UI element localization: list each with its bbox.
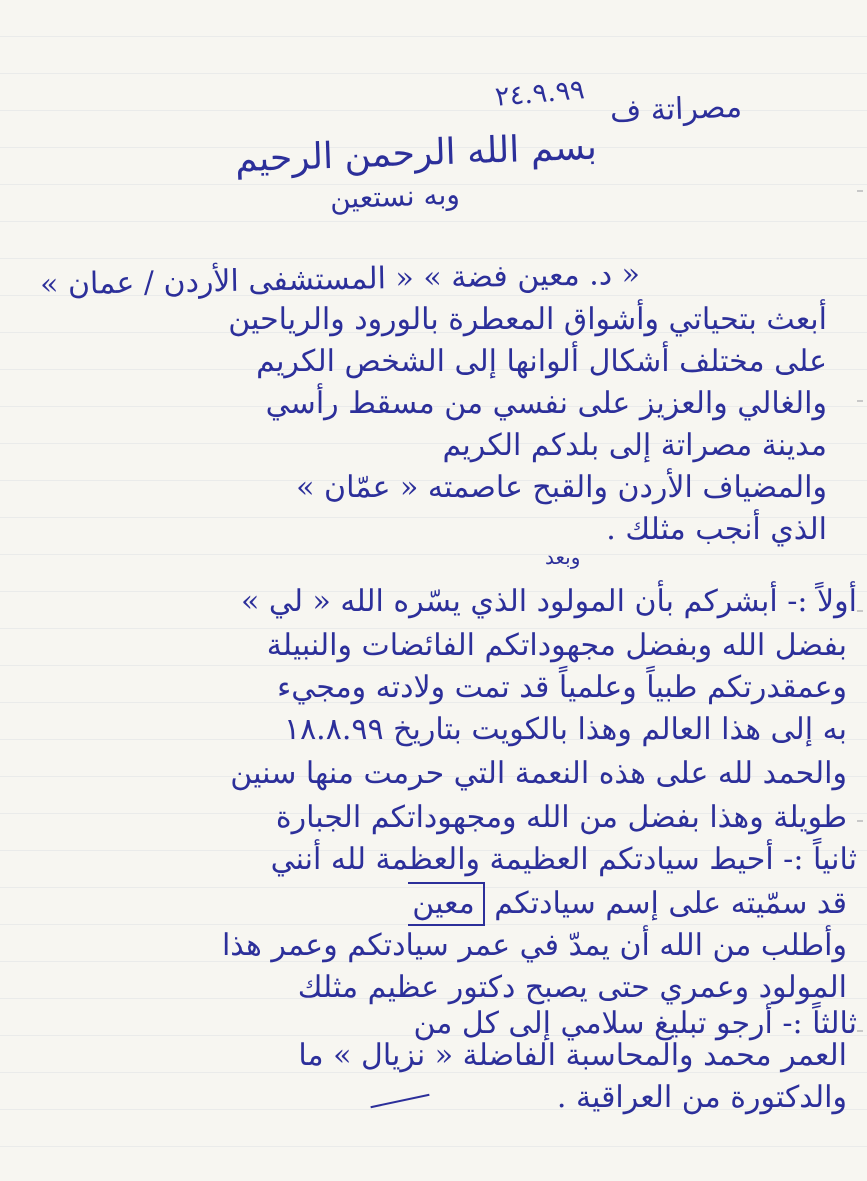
second-point-line: ثانياً :- أحيط سيادتكم العظيمة والعظمة لله أنني [270,842,857,877]
first-point-line: أولاً :- أبشركم بأن المولود الذي يسّره الله « لي » [240,584,857,619]
first-point-line: والحمد لله على هذه النعمة التي حرمت منها سنين [230,756,847,791]
margin-tick [857,400,863,402]
letter-date: ٢٤.٩.٩٩ [493,74,586,113]
greeting-line: على مختلف أشكال ألوانها إلى الشخص الكريم [256,344,827,379]
wabaad: وبعد [545,545,581,569]
first-point-line: به إلى هذا العالم وهذا بالكويت بتاريخ ١٨.٨.٩٩ [283,712,847,747]
third-point-line: والدكتورة من العراقية . [556,1080,847,1115]
third-point-line: ثالثاً :- أرجو تبليغ سلامي إلى كل من [413,1006,857,1041]
ink-stroke [370,1094,429,1108]
third-point-line: العمر محمد والمحاسبة الفاضلة « نزيال » ما [298,1038,847,1073]
margin-tick [857,610,863,612]
greeting-line: أبعث بتحياتي وأشواق المعطرة بالورود والرياحين [228,302,827,337]
second-point-text: قد سمّيته على إسم سيادتكم [494,886,847,921]
margin-tick [857,190,863,192]
margin-tick [857,820,863,822]
second-point-line [404,882,847,926]
salutation: « د. معين فضة » « المستشفى الأردن / عمان » [39,256,641,303]
second-point-line: المولود وعمري حتى يصبح دكتور عظيم مثلك [297,970,847,1005]
greeting-line: الذي أنجب مثلك . [606,512,827,547]
first-point-line: وعمقدرتكم طبياً وعلمياً قد تمت ولادته ومجيء [277,670,847,705]
greeting-line: والغالي والعزيز على نفسي من مسقط رأسي [265,386,827,421]
first-point-line: طويلة وهذا بفضل من الله ومجهوداتكم الجبارة [275,800,847,835]
greeting-line: مدينة مصراتة إلى بلدكم الكريم [442,428,827,463]
first-point-line: بفضل الله وبفضل مجهوداتكم الفائضات والنبيلة [266,628,847,663]
wabihi-line: وبه نستعين [329,177,461,216]
basmala: بسم الله الرحمن الرحيم [234,126,598,181]
name-bracket: معين [408,882,484,926]
greeting-line: والمضياف الأردن والقبح عاصمته « عمّان » [296,470,827,505]
second-point-line: وأطلب من الله أن يمدّ في عمر سيادتكم وعمر هذا [221,928,847,963]
margin-tick [857,1030,863,1032]
letter-city: مصراتة ف [609,89,743,130]
